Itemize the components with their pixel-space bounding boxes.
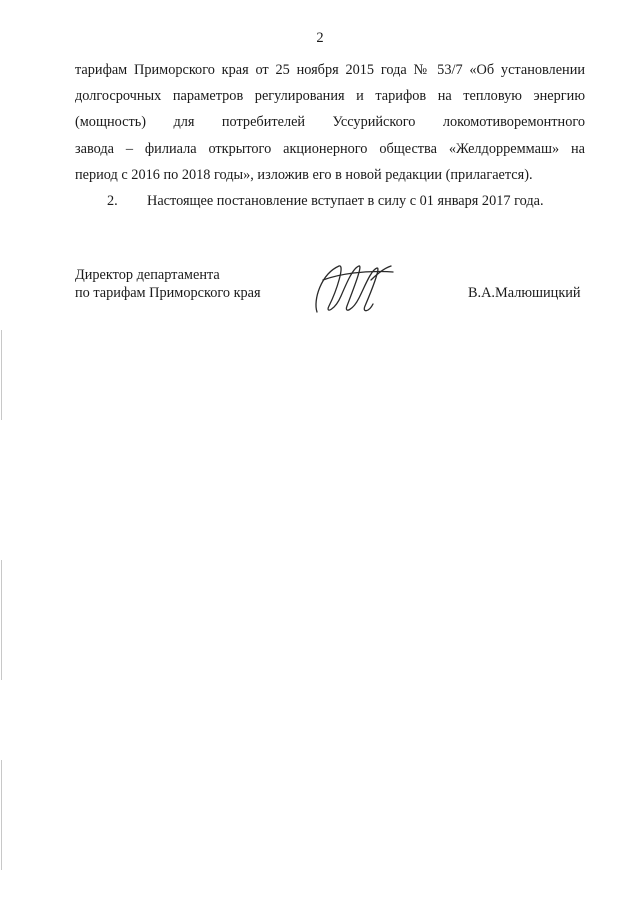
signatory-name: В.А.Малюшицкий [468,285,581,301]
item-text: Настоящее постановление вступает в силу с 01 января 2017 года. [147,192,544,209]
scan-edge-mark [1,560,2,680]
item-number: 2. [107,192,118,209]
handwritten-signature [309,260,399,322]
numbered-item [75,188,585,214]
paragraph-line: долгосрочных параметров регулирования и тарифов на тепловую энергию [75,88,585,105]
paragraph-line: период с 2016 по 2018 годы», изложив его в новой редакции (прилагается). [75,166,533,183]
paragraph-line: (мощность) для потребителей Уссурийского локомотиворемонтного [75,114,585,131]
scan-edge-mark [1,330,2,420]
scan-edge-mark [1,760,2,870]
page-number: 2 [316,30,324,46]
signature-block [75,266,595,336]
body-text [75,57,585,214]
signatory-title-line1: Директор департамента [75,267,220,283]
paragraph-line: тарифам Приморского края от 25 ноября 2015 года № 53/7 «Об установлении [75,62,585,78]
signatory-title-line2: по тарифам Приморского края [75,285,261,301]
paragraph-line: завода – филиала открытого акционерного общества «Желдорреммаш» на [75,140,585,157]
